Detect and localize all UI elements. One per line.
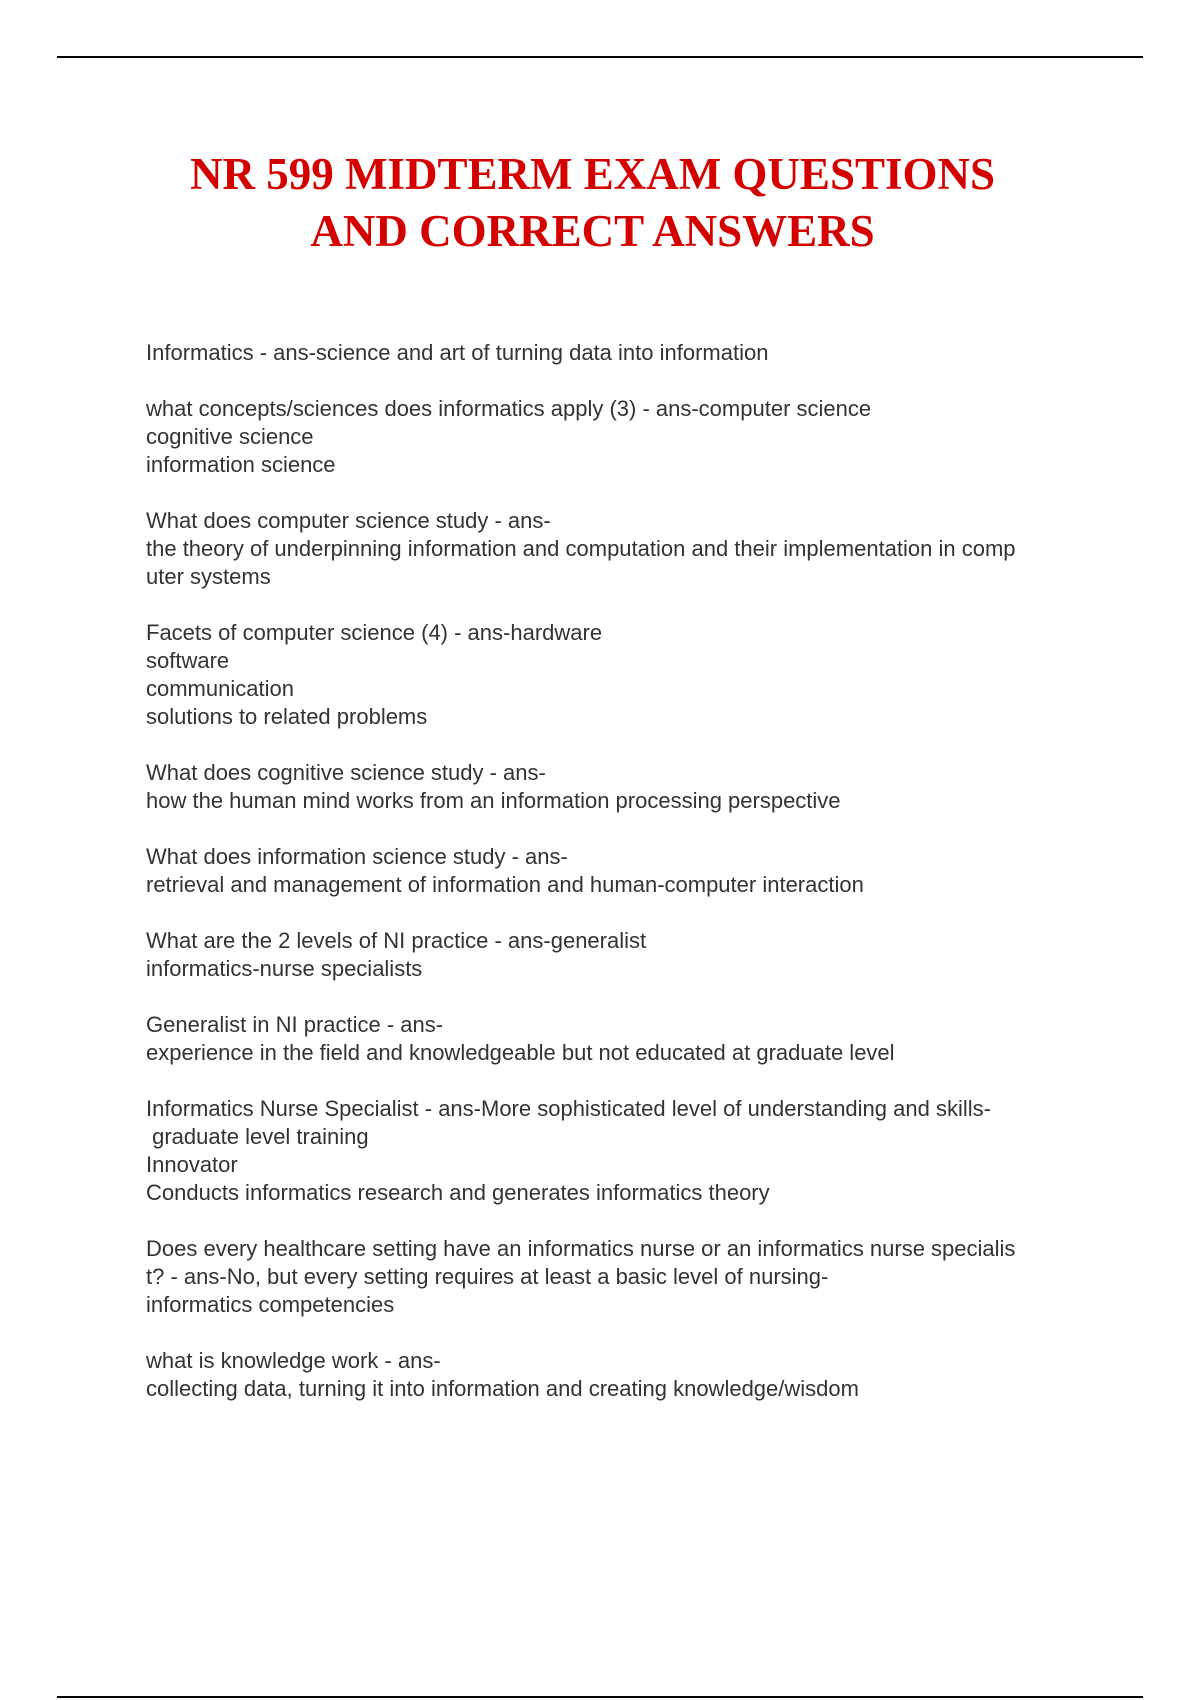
qa-line: solutions to related problems — [146, 704, 428, 729]
qa-item-informatics-sciences — [146, 395, 1106, 479]
qa-line: What does information science study - ans- — [146, 844, 568, 869]
qa-item-computer-science — [146, 507, 1106, 591]
qa-item-cognitive-science — [146, 759, 1106, 815]
qa-line: graduate level training — [146, 1124, 369, 1149]
qa-line: What does cognitive science study - ans- — [146, 760, 546, 785]
top-rule — [57, 56, 1143, 58]
qa-item-nurse-specialist — [146, 1095, 1106, 1207]
qa-item-information-science — [146, 843, 1106, 899]
qa-item-ni-practice-levels — [146, 927, 1106, 983]
qa-line: retrieval and management of information and human-computer interaction — [146, 872, 864, 897]
qa-line: cognitive science — [146, 424, 314, 449]
title-line-2: AND CORRECT ANSWERS — [310, 206, 875, 256]
qa-line: uter systems — [146, 564, 271, 589]
qa-line: software — [146, 648, 230, 673]
qa-item-informatics — [146, 339, 1106, 367]
qa-line: What are the 2 levels of NI practice - ans-generalist — [146, 928, 647, 953]
qa-line: Informatics Nurse Specialist - ans-More sophisticated level of understanding and skills- — [146, 1096, 991, 1121]
qa-line: how the human mind works from an information processing perspective — [146, 788, 841, 813]
qa-item-healthcare-setting — [146, 1235, 1106, 1319]
qa-line: the theory of underpinning information and computation and their implementation in comp — [146, 536, 1016, 561]
qa-line: communication — [146, 676, 294, 701]
qa-item-computer-science-facets — [146, 619, 1106, 731]
bottom-rule — [57, 1696, 1143, 1698]
document-title — [100, 146, 1085, 260]
qa-line: Informatics - ans-science and art of turning data into information — [146, 340, 769, 365]
qa-line: informatics-nurse specialists — [146, 956, 423, 981]
qa-item-knowledge-work — [146, 1347, 1106, 1403]
qa-line: what concepts/sciences does informatics apply (3) - ans-computer science — [146, 396, 872, 421]
qa-line: experience in the field and knowledgeable but not educated at graduate level — [146, 1040, 895, 1065]
qa-line: information science — [146, 452, 336, 477]
qa-list — [146, 339, 1106, 1431]
qa-line: what is knowledge work - ans- — [146, 1348, 441, 1373]
qa-line: Facets of computer science (4) - ans-hardware — [146, 620, 603, 645]
qa-line: informatics competencies — [146, 1292, 395, 1317]
title-line-1: NR 599 MIDTERM EXAM QUESTIONS — [189, 149, 996, 199]
qa-line: Innovator — [146, 1152, 238, 1177]
qa-line: Conducts informatics research and generates informatics theory — [146, 1180, 770, 1205]
qa-line: collecting data, turning it into information and creating knowledge/wisdom — [146, 1376, 859, 1401]
qa-line: Does every healthcare setting have an informatics nurse or an informatics nurse specialis — [146, 1236, 1016, 1261]
qa-line: Generalist in NI practice - ans- — [146, 1012, 444, 1037]
qa-line: What does computer science study - ans- — [146, 508, 551, 533]
qa-line: t? - ans-No, but every setting requires at least a basic level of nursing- — [146, 1264, 829, 1289]
qa-item-generalist — [146, 1011, 1106, 1067]
